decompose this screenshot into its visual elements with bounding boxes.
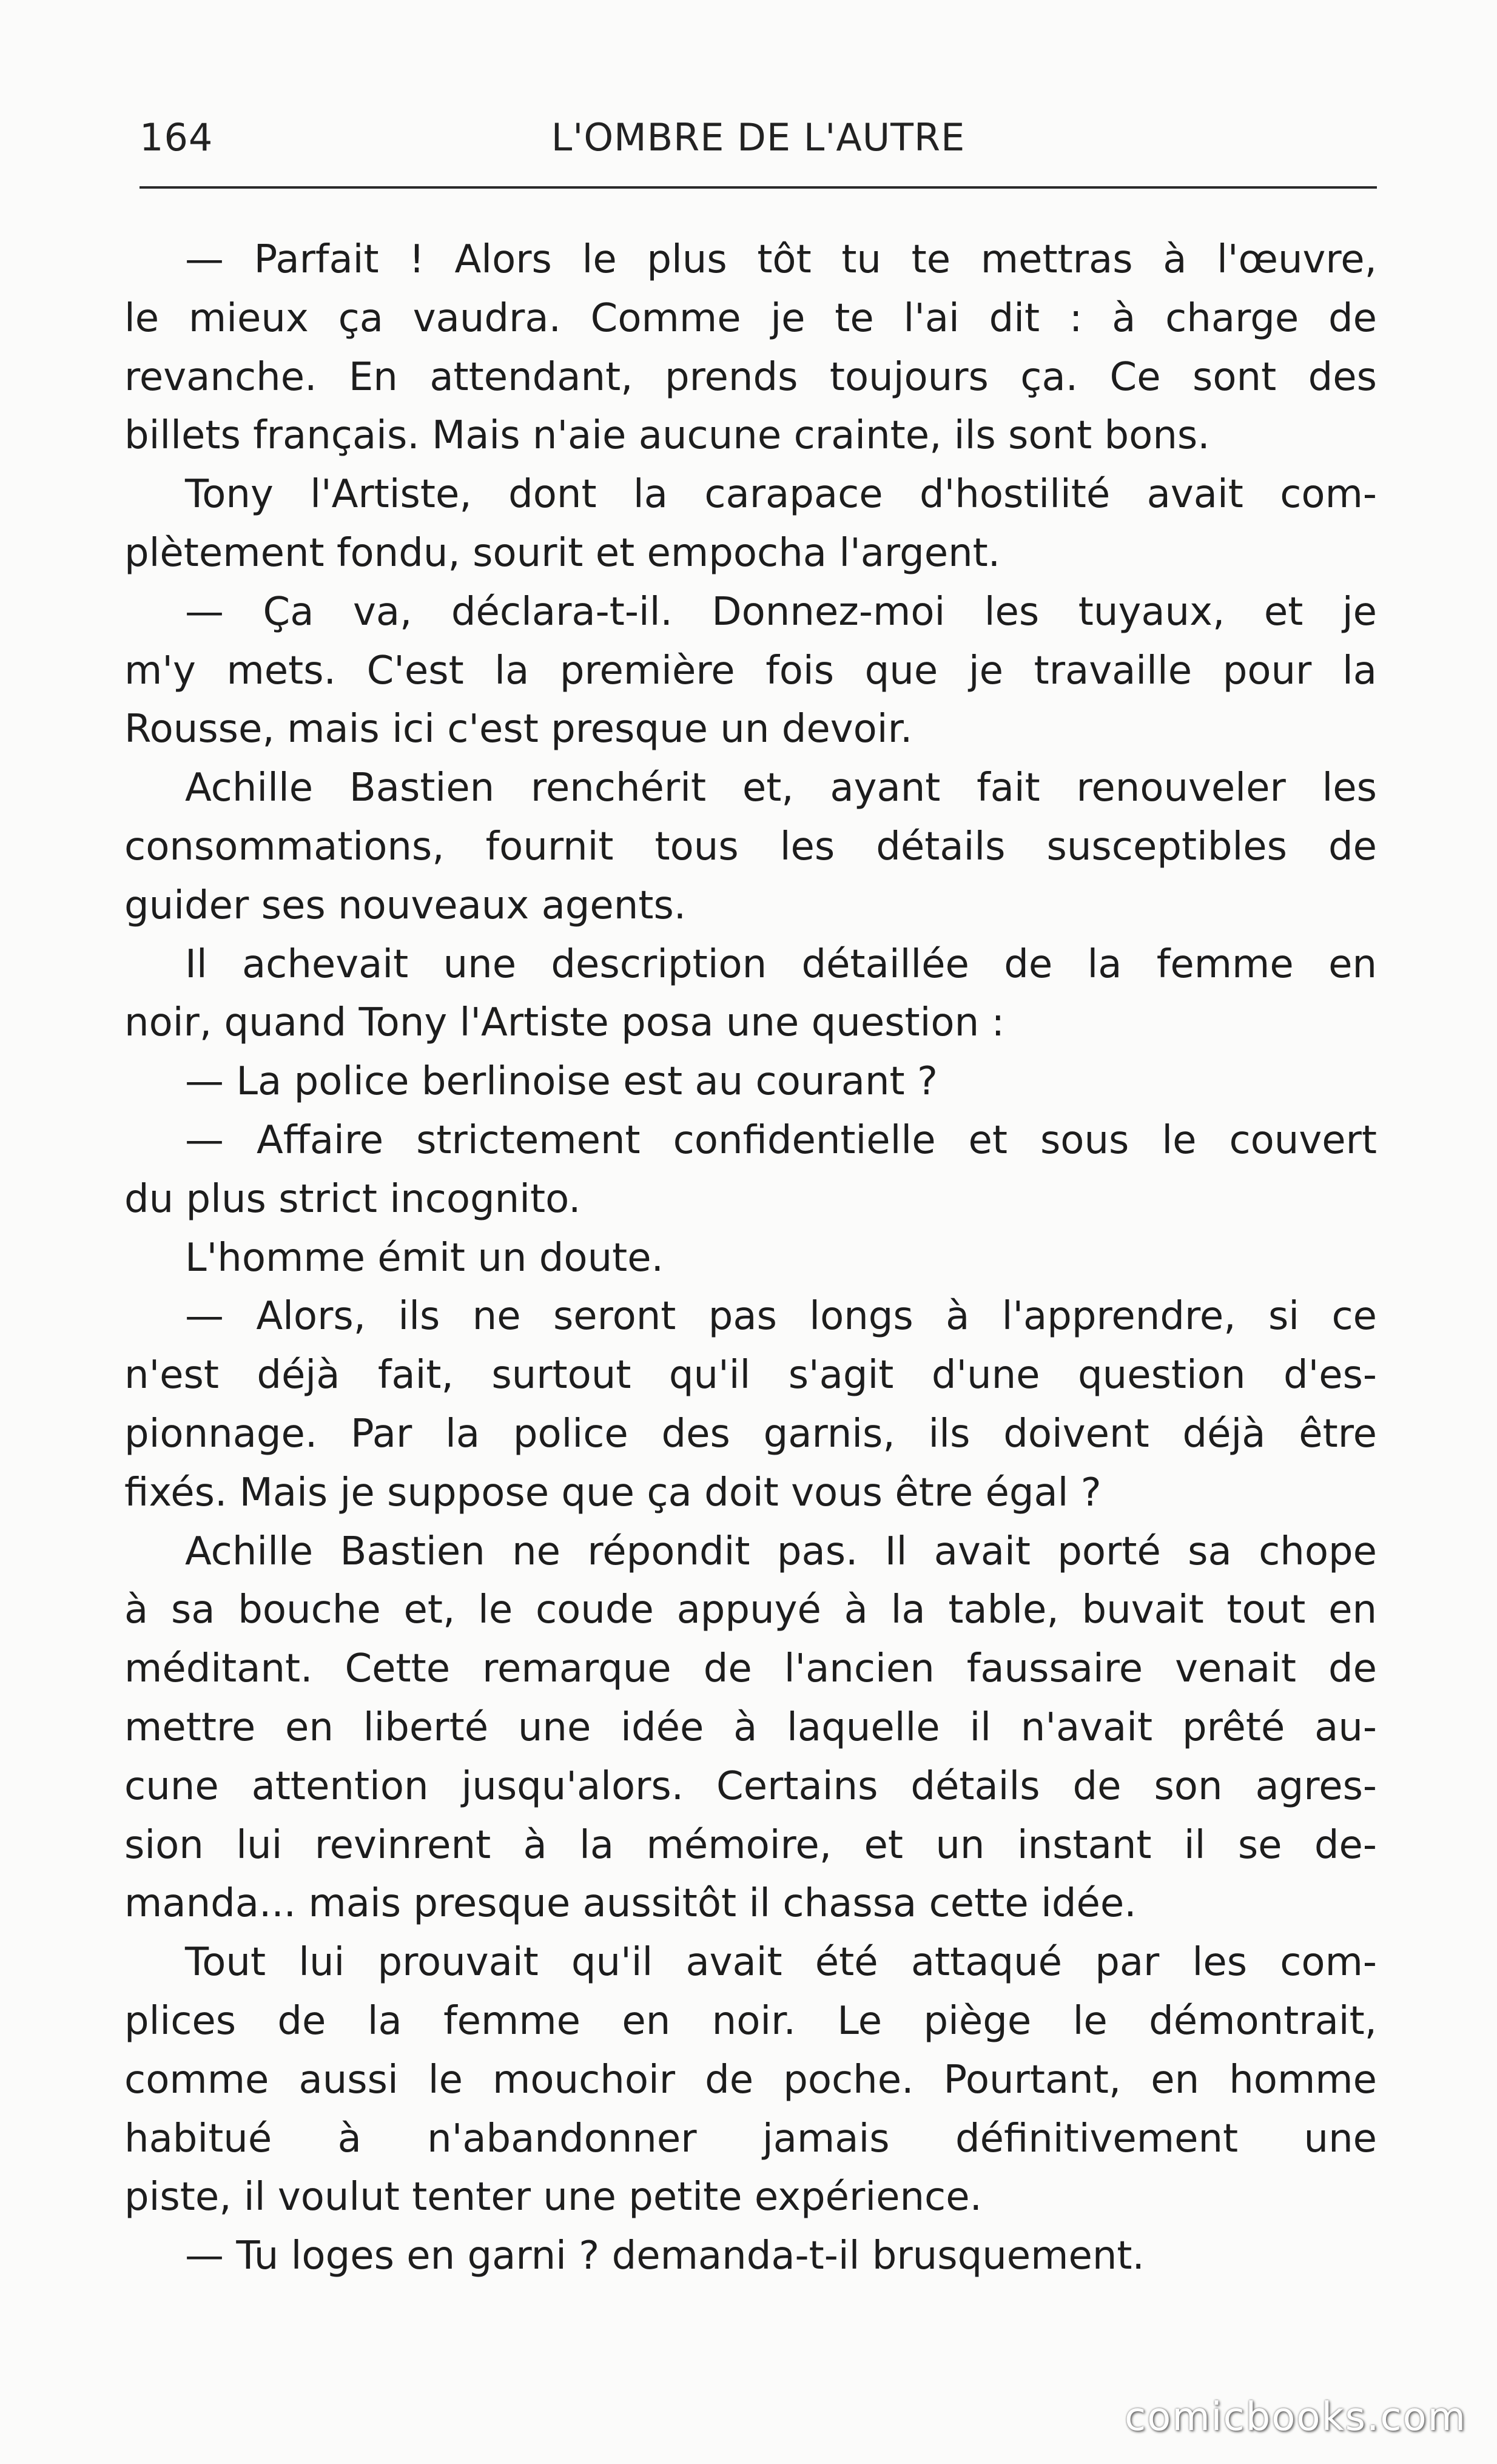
text-line: noir, quand Tony l'Artiste posa une question : bbox=[124, 1000, 1005, 1046]
text-line: — La police berlinoise est au courant ? bbox=[185, 1059, 938, 1105]
text-line: plices de la femme en noir. Le piège le démontrait, bbox=[124, 1998, 1377, 2044]
text-line: guider ses nouveaux agents. bbox=[124, 883, 687, 928]
text-line: Achille Bastien renchérit et, ayant fait renouveler les bbox=[185, 766, 1377, 811]
text-line: Il achevait une description détaillée de la femme en bbox=[185, 941, 1377, 987]
text-line: à sa bouche et, le coude appuyé à la table, buvait tout en bbox=[124, 1587, 1377, 1633]
text-line: manda... mais presque aussitôt il chassa cette idée. bbox=[124, 1881, 1137, 1927]
text-line: Rousse, mais ici c'est presque un devoir. bbox=[124, 707, 913, 752]
text-line: mettre en liberté une idée à laquelle il n'avait prêté au- bbox=[124, 1705, 1377, 1750]
text-line: cune attention jusqu'alors. Certains détails de son agres- bbox=[124, 1763, 1377, 1809]
text-line: Tony l'Artiste, dont la carapace d'hostilité avait com- bbox=[185, 472, 1377, 517]
body-text bbox=[124, 231, 1377, 2286]
running-head bbox=[140, 109, 1377, 170]
text-line: plètement fondu, sourit et empocha l'argent. bbox=[124, 530, 1001, 576]
text-line: fixés. Mais je suppose que ça doit vous être égal ? bbox=[124, 1470, 1102, 1515]
text-line: comme aussi le mouchoir de poche. Pourtant, en homme bbox=[124, 2057, 1377, 2102]
text-line: n'est déjà fait, surtout qu'il s'agit d'une question d'es- bbox=[124, 1353, 1377, 1398]
watermark: comicbooks.com bbox=[1124, 2395, 1467, 2440]
text-line: piste, il voulut tenter une petite expérience. bbox=[124, 2175, 982, 2220]
text-line: m'y mets. C'est la première fois que je travaille pour la bbox=[124, 648, 1377, 693]
text-line: habitué à n'abandonner jamais définitivement une bbox=[124, 2116, 1377, 2161]
text-line: sion lui revinrent à la mémoire, et un instant il se de- bbox=[124, 1822, 1377, 1868]
text-line: L'homme émit un doute. bbox=[185, 1235, 664, 1281]
text-line: — Tu loges en garni ? demanda-t-il brusquement. bbox=[185, 2233, 1145, 2279]
text-line: méditant. Cette remarque de l'ancien faussaire venait de bbox=[124, 1646, 1377, 1692]
text-line: — Alors, ils ne seront pas longs à l'apprendre, si ce bbox=[185, 1294, 1377, 1339]
text-line: — Ça va, déclara-t-il. Donnez-moi les tuyaux, et je bbox=[185, 589, 1377, 635]
text-line: Achille Bastien ne répondit pas. Il avait porté sa chope bbox=[185, 1529, 1377, 1574]
text-line: — Parfait ! Alors le plus tôt tu te mettras à l'œuvre, bbox=[185, 237, 1377, 282]
text-line: consommations, fournit tous les détails susceptibles de bbox=[124, 824, 1377, 869]
page-number: 164 bbox=[140, 115, 214, 160]
text-line: revanche. En attendant, prends toujours ça. Ce sont des bbox=[124, 354, 1377, 400]
running-title: L'OMBRE DE L'AUTRE bbox=[551, 115, 966, 160]
text-line: du plus strict incognito. bbox=[124, 1176, 581, 1222]
text-line: pionnage. Par la police des garnis, ils doivent déjà être bbox=[124, 1411, 1377, 1456]
text-line: — Affaire strictement confidentielle et sous le couvert bbox=[185, 1117, 1377, 1163]
text-line: le mieux ça vaudra. Comme je te l'ai dit : à charge de bbox=[124, 295, 1377, 341]
text-line: billets français. Mais n'aie aucune crainte, ils sont bons. bbox=[124, 413, 1210, 459]
header-divider bbox=[140, 186, 1377, 189]
text-line: Tout lui prouvait qu'il avait été attaqué par les com- bbox=[185, 1940, 1377, 1985]
